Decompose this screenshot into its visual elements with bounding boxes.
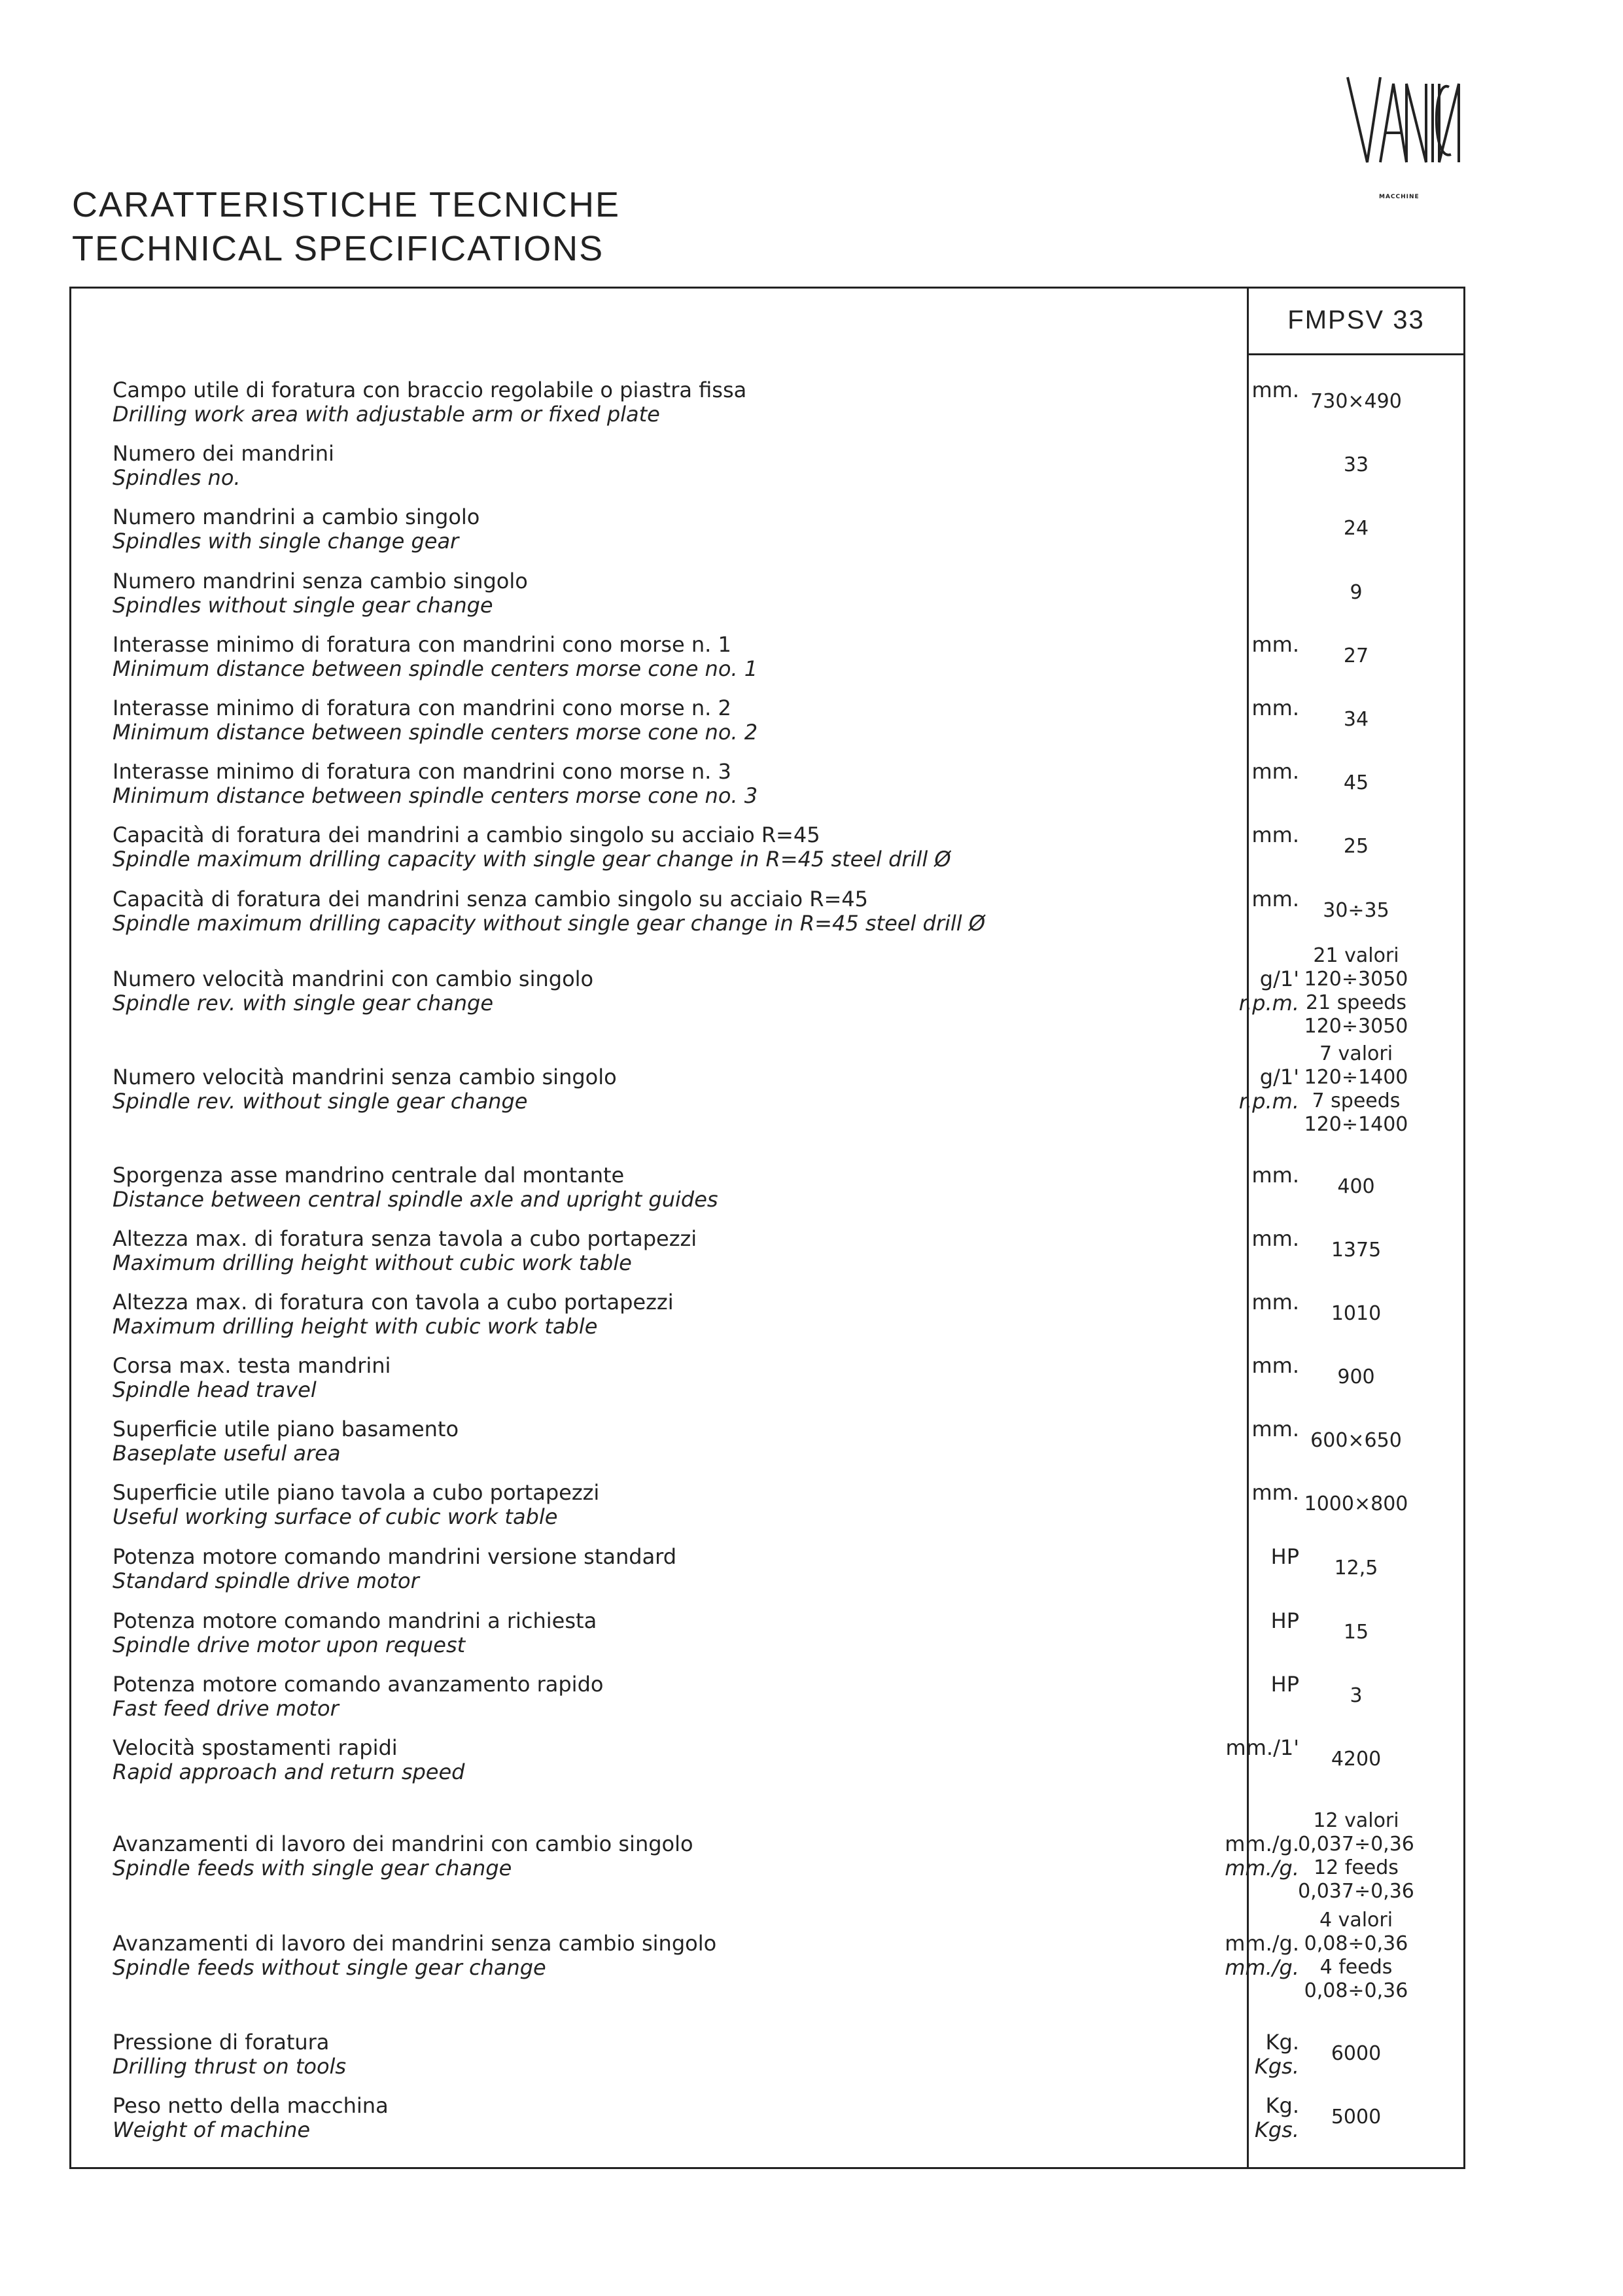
value-line: 6000 bbox=[1331, 2042, 1382, 2065]
value-line: 27 bbox=[1343, 645, 1369, 667]
spec-value bbox=[1249, 1175, 1463, 1199]
spec-label-english: Minimum distance between spindle centers morse cone no. 3 bbox=[113, 783, 758, 808]
spec-value bbox=[1249, 2106, 1463, 2129]
spec-value bbox=[1249, 835, 1463, 858]
unit-primary: g/1' bbox=[1259, 1065, 1299, 1089]
spec-value bbox=[1249, 1748, 1463, 1771]
value-line: 12 feeds bbox=[1314, 1856, 1399, 1879]
spec-description bbox=[113, 1227, 1146, 1275]
spec-value bbox=[1249, 581, 1463, 605]
spec-label-italian: Peso netto della macchina bbox=[113, 2093, 389, 2118]
spec-value bbox=[1249, 1366, 1463, 1389]
value-line: 1010 bbox=[1331, 1302, 1382, 1325]
spec-description bbox=[113, 505, 1146, 554]
spec-value bbox=[1249, 771, 1463, 795]
value-line: 4 valori bbox=[1319, 1909, 1393, 1932]
spec-label-italian: Interasse minimo di foratura con mandrini cono morse n. 2 bbox=[113, 696, 731, 720]
spec-value bbox=[1249, 708, 1463, 732]
spec-label-english: Spindle feeds with single gear change bbox=[113, 1856, 512, 1881]
spec-label-italian: Potenza motore comando mandrini a richiesta bbox=[113, 1608, 597, 1633]
spec-label-english: Fast feed drive motor bbox=[113, 1696, 339, 1721]
value-line: 45 bbox=[1343, 771, 1369, 794]
spec-label-italian: Numero mandrini senza cambio singolo bbox=[113, 569, 528, 593]
spec-label-english: Spindle drive motor upon request bbox=[113, 1633, 466, 1657]
spec-label-english: Minimum distance between spindle centers morse cone no. 1 bbox=[113, 656, 758, 681]
spec-value bbox=[1249, 1429, 1463, 1453]
spec-description bbox=[113, 1065, 1146, 1114]
unit-primary: g/1' bbox=[1259, 966, 1299, 991]
value-line: 21 speeds bbox=[1306, 991, 1406, 1014]
spec-label-english: Drilling work area with adjustable arm or fixed plate bbox=[113, 402, 660, 427]
spec-label-italian: Avanzamenti di lavoro dei mandrini senza cambio singolo bbox=[113, 1931, 717, 1956]
value-line: 400 bbox=[1337, 1175, 1375, 1198]
unit-primary: mm. bbox=[1251, 822, 1299, 847]
value-line: 9 bbox=[1350, 581, 1363, 604]
spec-label-english: Distance between central spindle axle and upright guides bbox=[113, 1187, 718, 1212]
spec-value bbox=[1249, 517, 1463, 540]
spec-label-italian: Potenza motore comando mandrini versione standard bbox=[113, 1544, 677, 1569]
spec-label-italian: Altezza max. di foratura senza tavola a cubo portapezzi bbox=[113, 1226, 697, 1251]
spec-label-english: Spindle maximum drilling capacity without single gear change in R=45 steel drill Ø bbox=[113, 911, 986, 936]
unit-primary: mm. bbox=[1251, 1226, 1299, 1251]
spec-label-english: Spindles no. bbox=[113, 465, 241, 490]
spec-label-italian: Capacità di foratura dei mandrini senza cambio singolo su acciaio R=45 bbox=[113, 887, 869, 911]
spec-description bbox=[113, 2030, 1146, 2079]
value-line: 21 valori bbox=[1313, 944, 1399, 967]
spec-value bbox=[1249, 645, 1463, 668]
spec-label-english: Spindle maximum drilling capacity with single gear change in R=45 steel drill Ø bbox=[113, 847, 951, 872]
spec-label-italian: Superficie utile piano tavola a cubo portapezzi bbox=[113, 1480, 600, 1505]
value-line: 0,08÷0,36 bbox=[1304, 1979, 1408, 2002]
unit-primary: mm. bbox=[1251, 632, 1299, 657]
spec-label-english: Weight of machine bbox=[113, 2117, 311, 2142]
unit-primary: mm. bbox=[1251, 1290, 1299, 1315]
spec-value bbox=[1249, 453, 1463, 477]
spec-description bbox=[113, 1609, 1146, 1657]
value-line: 15 bbox=[1343, 1621, 1369, 1644]
spec-description bbox=[113, 442, 1146, 490]
spec-label-english: Spindle head travel bbox=[113, 1377, 317, 1402]
spec-label-english: Minimum distance between spindle centers morse cone no. 2 bbox=[113, 720, 758, 745]
spec-description bbox=[113, 2094, 1146, 2142]
page-title-italian: CARATTERISTICHE TECNICHE bbox=[72, 185, 621, 224]
value-line: 4 feeds bbox=[1319, 1956, 1393, 1979]
spec-label-italian: Interasse minimo di foratura con mandrini cono morse n. 1 bbox=[113, 632, 731, 657]
spec-description bbox=[113, 1481, 1146, 1529]
unit-primary: mm./1' bbox=[1225, 1735, 1299, 1760]
unit-secondary: mm./g. bbox=[1225, 1955, 1299, 1980]
value-line: 5000 bbox=[1331, 2106, 1382, 2128]
spec-label-italian: Capacità di foratura dei mandrini a cambio singolo su acciaio R=45 bbox=[113, 822, 820, 847]
spec-label-italian: Pressione di foratura bbox=[113, 2030, 330, 2055]
value-line: 1000×800 bbox=[1304, 1492, 1408, 1515]
spec-description bbox=[113, 1736, 1146, 1784]
value-line: 900 bbox=[1337, 1366, 1375, 1388]
vancini-logo bbox=[1341, 71, 1465, 169]
value-line: 0,08÷0,36 bbox=[1304, 1932, 1408, 1955]
spec-label-italian: Interasse minimo di foratura con mandrini cono morse n. 3 bbox=[113, 759, 731, 784]
value-line: 24 bbox=[1343, 517, 1369, 540]
unit-primary: mm. bbox=[1251, 1417, 1299, 1441]
value-line: 30÷35 bbox=[1323, 899, 1389, 922]
value-line: 7 valori bbox=[1319, 1042, 1393, 1065]
spec-value bbox=[1249, 390, 1463, 414]
value-line: 0,037÷0,36 bbox=[1298, 1833, 1414, 1856]
value-line: 730×490 bbox=[1310, 390, 1402, 413]
value-line: 12,5 bbox=[1334, 1557, 1378, 1580]
spec-label-italian: Numero velocità mandrini con cambio singolo bbox=[113, 966, 594, 991]
value-line: 120÷1400 bbox=[1304, 1113, 1408, 1136]
spec-description bbox=[113, 967, 1146, 1016]
spec-description bbox=[113, 1545, 1146, 1593]
spec-label-english: Drilling thrust on tools bbox=[113, 2054, 347, 2079]
spec-label-english: Maximum drilling height with cubic work table bbox=[113, 1314, 598, 1339]
spec-label-english: Standard spindle drive motor bbox=[113, 1568, 419, 1593]
spec-label-italian: Velocità spostamenti rapidi bbox=[113, 1735, 398, 1760]
logo-subtitle: MACCHINE bbox=[1379, 194, 1420, 200]
unit-primary: mm. bbox=[1251, 887, 1299, 911]
unit-primary: HP bbox=[1270, 1672, 1299, 1697]
spec-label-english: Spindle rev. with single gear change bbox=[113, 991, 494, 1016]
spec-label-english: Rapid approach and return speed bbox=[113, 1759, 465, 1784]
spec-label-italian: Avanzamenti di lavoro dei mandrini con cambio singolo bbox=[113, 1831, 693, 1856]
value-line: 1375 bbox=[1331, 1239, 1382, 1262]
unit-primary: mm. bbox=[1251, 1353, 1299, 1378]
spec-value bbox=[1249, 899, 1463, 923]
table-right-border bbox=[1463, 287, 1465, 2169]
spec-description bbox=[113, 1832, 1146, 1881]
spec-description bbox=[113, 823, 1146, 872]
spec-description bbox=[113, 887, 1146, 936]
spec-label-italian: Altezza max. di foratura con tavola a cubo portapezzi bbox=[113, 1290, 674, 1315]
unit-primary: mm. bbox=[1251, 696, 1299, 720]
spec-value bbox=[1249, 1042, 1463, 1137]
value-line: 0,037÷0,36 bbox=[1298, 1880, 1414, 1903]
spec-description bbox=[113, 633, 1146, 681]
spec-description bbox=[113, 760, 1146, 808]
spec-label-italian: Corsa max. testa mandrini bbox=[113, 1353, 391, 1378]
spec-value bbox=[1249, 1684, 1463, 1708]
spec-value bbox=[1249, 944, 1463, 1038]
unit-primary: mm. bbox=[1251, 759, 1299, 784]
spec-value bbox=[1249, 1557, 1463, 1580]
value-line: 34 bbox=[1343, 708, 1369, 731]
spec-value bbox=[1249, 1909, 1463, 2003]
spec-description bbox=[113, 1672, 1146, 1721]
unit-primary: HP bbox=[1270, 1544, 1299, 1569]
spec-label-italian: Campo utile di foratura con braccio regolabile o piastra fissa bbox=[113, 378, 747, 402]
value-line: 12 valori bbox=[1313, 1809, 1399, 1832]
spec-description bbox=[113, 378, 1146, 427]
spec-label-english: Spindle rev. without single gear change bbox=[113, 1089, 528, 1114]
value-line: 120÷3050 bbox=[1304, 968, 1408, 991]
value-line: 600×650 bbox=[1310, 1429, 1402, 1452]
spec-label-english: Spindle feeds without single gear change bbox=[113, 1955, 546, 1980]
spec-description bbox=[113, 1354, 1146, 1402]
spec-value bbox=[1249, 1809, 1463, 1903]
unit-secondary: r.p.m. bbox=[1238, 1089, 1299, 1114]
value-line: 7 speeds bbox=[1312, 1089, 1401, 1112]
spec-description bbox=[113, 1163, 1146, 1212]
value-line: 3 bbox=[1350, 1684, 1363, 1707]
unit-primary: mm. bbox=[1251, 378, 1299, 402]
unit-secondary: mm./g. bbox=[1225, 1856, 1299, 1881]
unit-secondary: Kgs. bbox=[1254, 2054, 1299, 2079]
spec-label-italian: Numero dei mandrini bbox=[113, 441, 334, 466]
unit-primary: mm./g. bbox=[1225, 1831, 1299, 1856]
spec-description bbox=[113, 1290, 1146, 1339]
spec-description bbox=[113, 1932, 1146, 1980]
value-line: 33 bbox=[1343, 453, 1369, 476]
unit-secondary: Kgs. bbox=[1254, 2117, 1299, 2142]
model-header: FMPSV 33 bbox=[1249, 287, 1463, 355]
value-line: 120÷3050 bbox=[1304, 1015, 1408, 1038]
spec-label-english: Useful working surface of cubic work table bbox=[113, 1504, 558, 1529]
spec-label-italian: Potenza motore comando avanzamento rapido bbox=[113, 1672, 604, 1697]
value-line: 4200 bbox=[1331, 1748, 1382, 1771]
spec-value bbox=[1249, 2042, 1463, 2066]
value-line: 120÷1400 bbox=[1304, 1066, 1408, 1089]
spec-description bbox=[113, 569, 1146, 618]
spec-label-english: Baseplate useful area bbox=[113, 1441, 341, 1466]
spec-label-italian: Numero mandrini a cambio singolo bbox=[113, 504, 480, 529]
spec-label-italian: Numero velocità mandrini senza cambio singolo bbox=[113, 1065, 617, 1089]
unit-primary: mm. bbox=[1251, 1480, 1299, 1505]
spec-value bbox=[1249, 1239, 1463, 1262]
unit-primary: mm. bbox=[1251, 1163, 1299, 1188]
unit-primary: HP bbox=[1270, 1608, 1299, 1633]
spec-label-italian: Superficie utile piano basamento bbox=[113, 1417, 459, 1441]
spec-value bbox=[1249, 1302, 1463, 1326]
spec-description bbox=[113, 1417, 1146, 1466]
spec-label-english: Spindles without single gear change bbox=[113, 593, 493, 618]
spec-description bbox=[113, 696, 1146, 745]
value-line: 25 bbox=[1343, 835, 1369, 858]
unit-primary: mm./g. bbox=[1225, 1931, 1299, 1956]
spec-label-english: Spindles with single change gear bbox=[113, 529, 459, 554]
page-title-english: TECHNICAL SPECIFICATIONS bbox=[72, 229, 604, 268]
spec-label-english: Maximum drilling height without cubic work table bbox=[113, 1250, 632, 1275]
unit-primary: Kg. bbox=[1265, 2030, 1299, 2055]
unit-primary: Kg. bbox=[1265, 2093, 1299, 2118]
spec-value bbox=[1249, 1492, 1463, 1516]
spec-value bbox=[1249, 1621, 1463, 1644]
unit-secondary: r.p.m. bbox=[1238, 991, 1299, 1016]
spec-label-italian: Sporgenza asse mandrino centrale dal montante bbox=[113, 1163, 625, 1188]
